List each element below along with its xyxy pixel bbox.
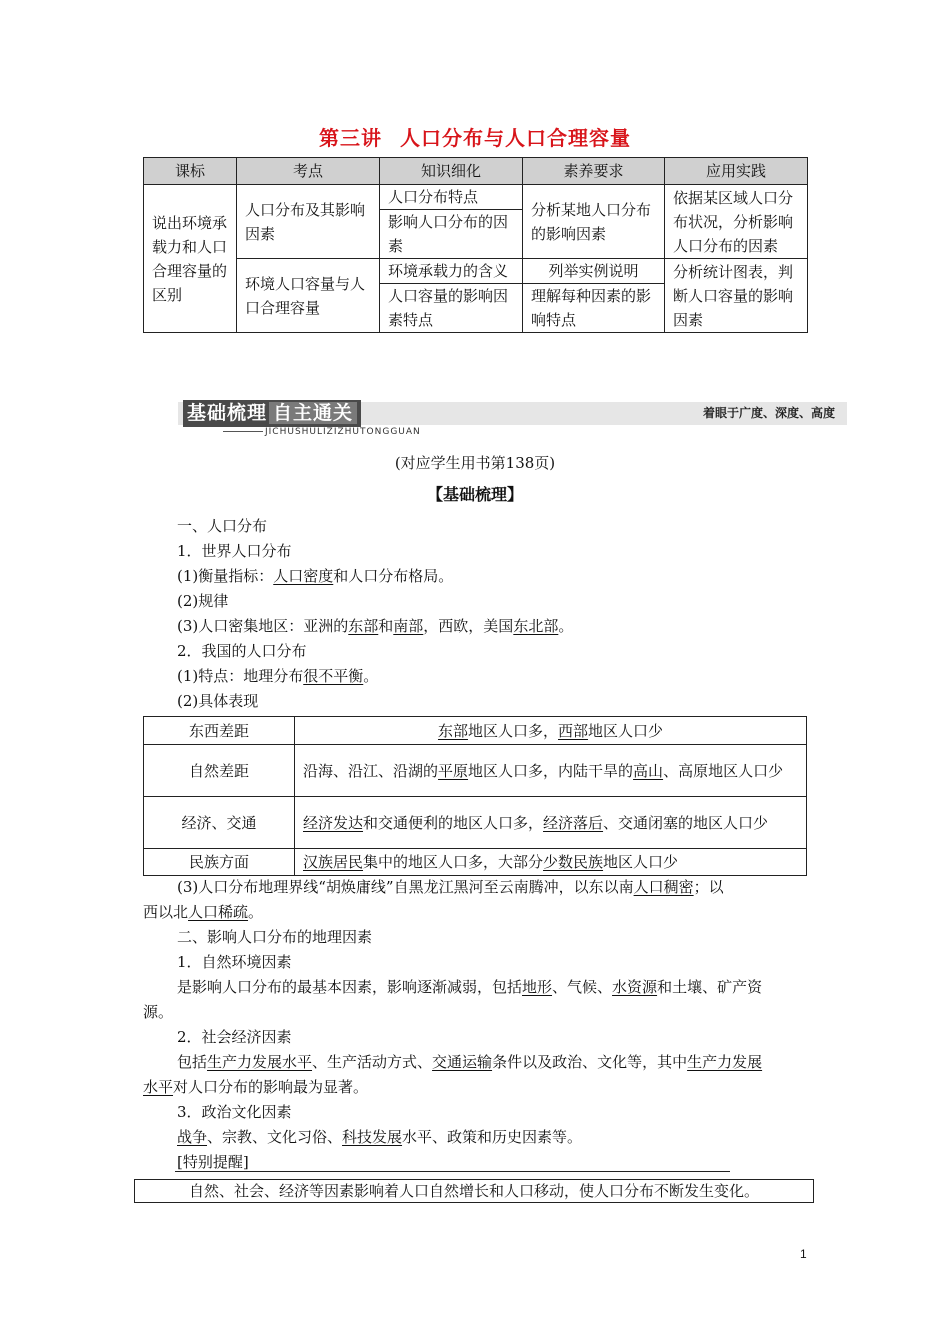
subheading-political: 3．政治文化因素 [177,1103,292,1121]
banner-line [223,431,263,432]
paragraph: 西以北人口稀疏。 [143,903,264,921]
subheading-social: 2．社会经济因素 [177,1028,292,1046]
knowledge-cell: 环境承载力的含义 [380,259,523,284]
heading-population-distribution: 一、人口分布 [177,517,268,535]
knowledge-cell: 人口分布特点 [380,185,523,210]
tip-label: [特别提醒] [177,1153,249,1171]
topic-cell: 环境人口容量与人口合理容量 [237,259,380,333]
curriculum-cell: 说出环境承载力和人口合理容量的区别 [144,185,237,333]
section-heading: 【基础梳理】 [426,485,523,504]
practice-cell: 分析统计图表，判断人口容量的影响因素 [665,259,808,333]
table-cell: 沿海、沿江、沿湖的平原地区人口多，内陆干旱的高山、高原地区人口少 [295,745,807,797]
heading-factors: 二、影响人口分布的地理因素 [177,928,373,946]
header-practice: 应用实践 [665,158,808,185]
paragraph: 战争、宗教、文化习俗、科技发展水平、政策和历史因素等。 [177,1128,583,1146]
subheading-china: 2．我国的人口分布 [177,642,307,660]
banner-slogan: 着眼于广度、深度、高度 [702,406,835,420]
paragraph: (1)特点：地理分布很不平衡。 [177,667,379,685]
subheading-natural: 1．自然环境因素 [177,953,292,971]
tip-box: 自然、社会、经济等因素影响着人口自然增长和人口移动，使人口分布不断发生变化。 [134,1179,814,1203]
table-row-label: 东西差距 [144,717,295,745]
section-banner [143,400,847,436]
table-row-label: 民族方面 [144,849,295,876]
page-reference: (对应学生用书第138页) [394,454,556,472]
paragraph: (2)具体表现 [177,692,259,710]
standards-table [143,157,808,333]
table-row-label: 自然差距 [144,745,295,797]
knowledge-cell: 人口容量的影响因素特点 [380,284,523,333]
header-knowledge: 知识细化 [380,158,523,185]
subheading-world: 1．世界人口分布 [177,542,292,560]
page-title: 第三讲 人口分布与人口合理容量 [319,126,631,150]
paragraph: 水平对人口分布的影响最为显著。 [143,1078,369,1096]
table-row-label: 经济、交通 [144,797,295,849]
paragraph: (1)衡量指标：人口密度和人口分布格局。 [177,567,454,585]
literacy-cell: 列举实例说明 [523,259,665,284]
distribution-table [143,716,807,876]
paragraph: 源。 [143,1003,174,1021]
practice-cell: 依据某区域人口分布状况，分析影响人口分布的因素 [665,185,808,259]
header-literacy: 素养要求 [523,158,665,185]
paragraph: (3)人口分布地理界线“胡焕庸线”自黑龙江黑河至云南腾冲，以东以南人口稠密；以 [177,878,724,896]
topic-cell: 人口分布及其影响因素 [237,185,380,259]
banner-title: 基础梳理 自主通关 [183,400,361,427]
paragraph: 是影响人口分布的最基本因素，影响逐渐减弱，包括地形、气候、水资源和土壤、矿产资 [177,978,763,996]
literacy-cell: 理解每种因素的影响特点 [523,284,665,333]
page-number: 1 [800,1247,807,1261]
table-cell: 汉族居民集中的地区人口多，大部分少数民族地区人口少 [295,849,807,876]
header-curriculum: 课标 [144,158,237,185]
header-topic: 考点 [237,158,380,185]
knowledge-cell: 影响人口分布的因素 [380,210,523,259]
paragraph: 包括生产力发展水平、生产活动方式、交通运输条件以及政治、文化等，其中生产力发展 [177,1053,763,1071]
paragraph: (2)规律 [177,592,229,610]
table-cell: 经济发达和交通便利的地区人口多，经济落后、交通闭塞的地区人口少 [295,797,807,849]
banner-pinyin: JICHUSHULIZIZHUTONGGUAN [265,427,421,437]
literacy-cell: 分析某地人口分布的影响因素 [523,185,665,259]
tip-divider [175,1171,730,1172]
paragraph: (3)人口密集地区：亚洲的东部和南部，西欧，美国东北部。 [177,617,574,635]
table-cell: 东部地区人口多，西部地区人口少 [295,717,807,745]
